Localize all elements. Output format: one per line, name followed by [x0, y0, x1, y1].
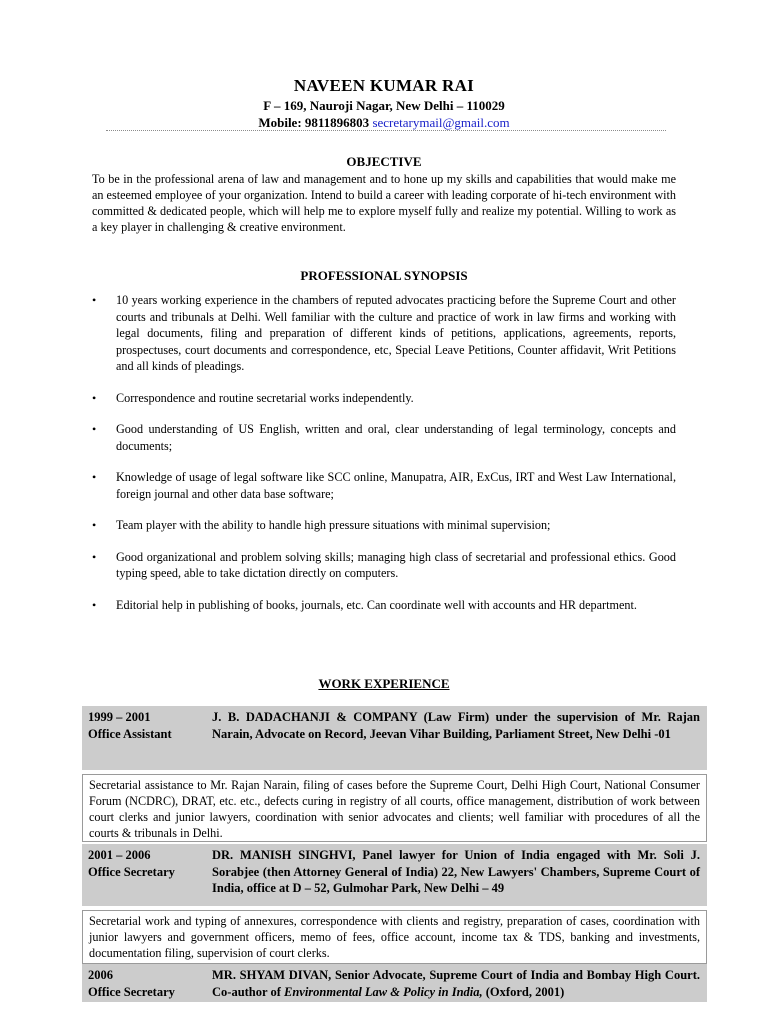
job-period	[88, 967, 208, 1000]
job-header	[82, 844, 707, 906]
job-header	[82, 964, 707, 1002]
work-experience-heading: WORK EXPERIENCE	[318, 676, 450, 691]
bullet-icon: •	[92, 390, 97, 405]
bullet-icon: •	[92, 549, 97, 564]
bullet-icon: •	[92, 518, 97, 532]
synopsis-list	[92, 292, 676, 628]
synopsis-item-text: Team player with the ability to handle high pressure situations with minimal supervision;	[116, 518, 551, 532]
resume-header	[0, 76, 768, 131]
synopsis-item	[92, 421, 676, 454]
job-employer: J. B. DADACHANJI & COMPANY (Law Firm) under the supervision of Mr. Rajan Narain, Advocate on Record, Jeevan Vihar Building, Parliament Street, New Delhi -01	[212, 710, 700, 741]
job-period	[88, 847, 208, 880]
job-description: Secretarial work and typing of annexures, correspondence with clients and registry, preparation of cases, coordination with junior lawyers and government officers, memo of fees, office account, income tax & TDS, banking and investments, documentation filing, supervision of court clerks.	[89, 914, 700, 960]
bullet-icon: •	[92, 470, 97, 484]
bullet-icon: •	[92, 293, 97, 307]
job-header	[82, 706, 707, 770]
synopsis-heading: PROFESSIONAL SYNOPSIS	[300, 268, 468, 283]
synopsis-item-text: 10 years working experience in the chambers of reputed advocates practicing before the Supreme Court and other courts and tribunals at Delhi. Well familiar with the culture and practice of work in law firms and working with legal documents, filing and preparation of different kinds of petitions, applications, agreements, reports, prospectuses, court documents and correspondence, etc, Special Leave Petitions, Counter affidavit, Writ Petitions and all kinds of pleadings.	[116, 293, 676, 373]
job-period	[88, 709, 208, 742]
job-employer	[212, 967, 700, 1000]
synopsis-item	[92, 597, 676, 614]
job-years: 2001 – 2006	[88, 848, 151, 862]
job-years: 1999 – 2001	[88, 710, 151, 724]
publisher-text: (Oxford, 2001)	[482, 984, 565, 999]
job-role: Office Secretary	[88, 864, 175, 879]
mobile-number: Mobile: 9811896803	[258, 115, 370, 130]
synopsis-item-text: Editorial help in publishing of books, journals, etc. Can coordinate well with accounts and HR department.	[116, 597, 637, 612]
objective-heading: OBJECTIVE	[346, 154, 422, 169]
synopsis-item-text: Good understanding of US English, written and oral, clear understanding of legal terminology, concepts and documents;	[116, 422, 676, 453]
job-years: 2006	[88, 968, 113, 982]
book-title: Environmental Law & Policy in India,	[284, 984, 483, 999]
bullet-icon: •	[92, 597, 97, 612]
candidate-name: NAVEEN KUMAR RAI	[293, 76, 475, 95]
synopsis-item	[92, 517, 676, 534]
synopsis-item-text: Correspondence and routine secretarial works independently.	[116, 390, 414, 405]
synopsis-item-text: Good organizational and problem solving skills; managing high class of secretarial and professional ethics. Good typing speed, able to take dictation directly on computers.	[116, 549, 676, 580]
address: F – 169, Nauroji Nagar, New Delhi – 110029	[263, 98, 505, 113]
contact-line	[0, 114, 768, 131]
job-description: Secretarial assistance to Mr. Rajan Narain, filing of cases before the Supreme Court, Delhi High Court, National Consumer Forum (NCDRC), DRAT, etc. etc., defects curing in registry of all courts, office management, distribution of work between court clerks and junior lawyers, coordination with senior advocates and clients; well familiar with procedures of all the courts & tribunals in Delhi.	[89, 778, 700, 840]
employer-text: MR. SHYAM DIVAN, Senior Advocate, Supreme Court of India and Bombay High Court. Co-author of	[212, 968, 700, 999]
header-divider	[106, 130, 666, 131]
objective-text: To be in the professional arena of law and management and to hone up my skills and capabilities that would make me an esteemed employee of your organization. Intend to build a career with leading corporate of hi-tech environment with committed & dedicated people, which will help me to explore myself fully and realize my potential. Willing to work as a key player in challenging & creative environment.	[92, 172, 676, 234]
job-employer: DR. MANISH SINGHVI, Panel lawyer for Union of India engaged with Mr. Soli J. Sorabjee (then Attorney General of India) 22, New Lawyers' Chambers, Supreme Court of India, office at D – 52, Gulmohar Park, New Delhi – 49	[212, 848, 700, 895]
email-link[interactable]: secretarymail@gmail.com	[372, 115, 510, 130]
job-role: Office Assistant	[88, 726, 172, 741]
job-description-box	[82, 910, 707, 964]
synopsis-item	[92, 469, 676, 502]
synopsis-item	[92, 390, 676, 407]
synopsis-item	[92, 292, 676, 375]
job-description-box	[82, 774, 707, 842]
synopsis-item	[92, 549, 676, 582]
job-role: Office Secretary	[88, 984, 175, 999]
bullet-icon: •	[92, 422, 97, 436]
synopsis-item-text: Knowledge of usage of legal software like SCC online, Manupatra, AIR, ExCus, IRT and West Law International, foreign journal and other data base software;	[116, 470, 676, 501]
